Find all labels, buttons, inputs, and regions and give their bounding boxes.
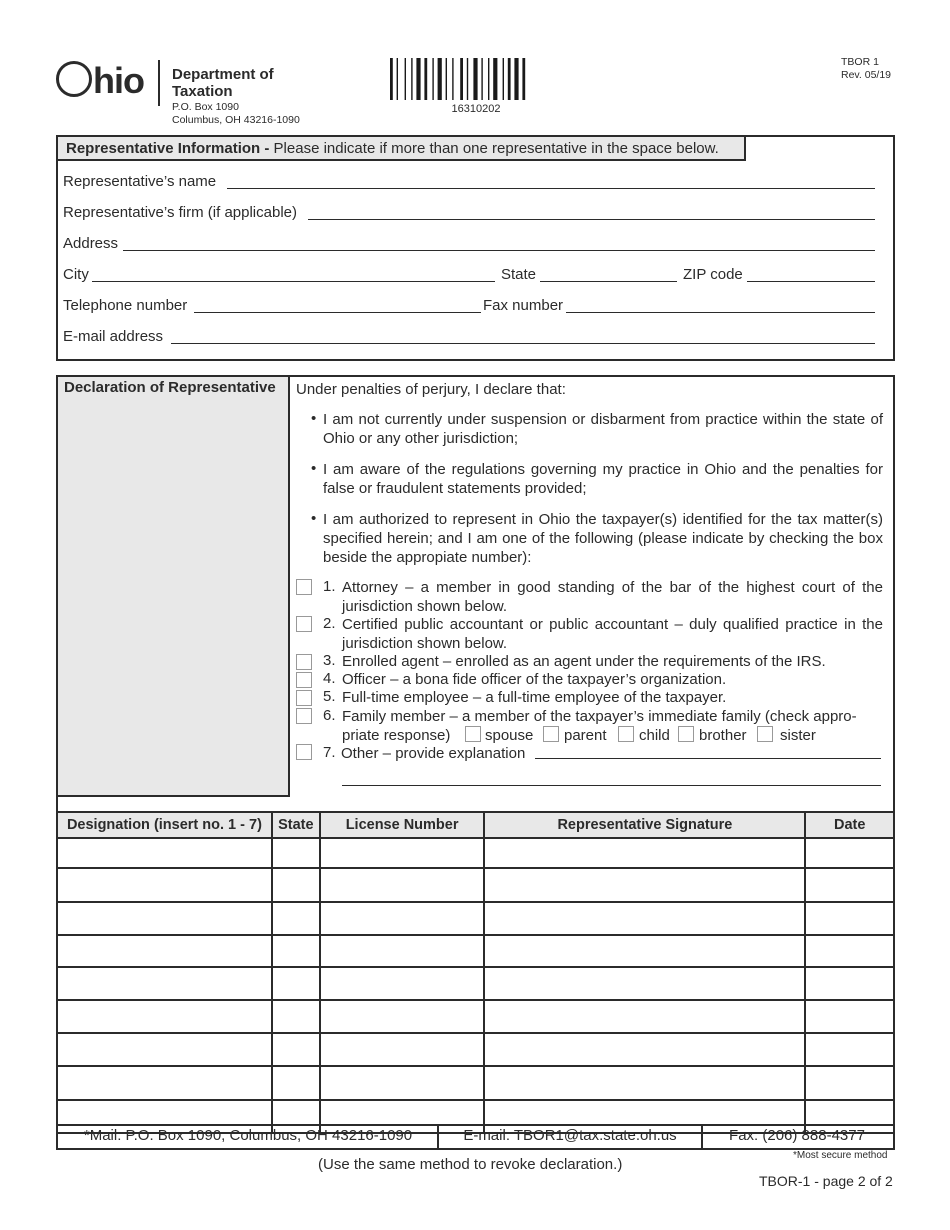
state-label: State: [501, 266, 537, 283]
other-explanation-field[interactable]: [535, 758, 881, 759]
table-cell[interactable]: [484, 1000, 805, 1033]
phone-label: Telephone number: [63, 297, 188, 314]
form-id: TBOR 1 Rev. 05/19: [841, 56, 892, 81]
option-6-text: Family member – a member of the taxpayer’s immediate family (check appro-: [342, 708, 857, 725]
option-2-text: Certified public accountant or public accountant – duly qualified practice in the jurisdiction shown below.: [342, 616, 883, 652]
email-field[interactable]: [171, 343, 875, 344]
option-4-text: Officer – a bona fide officer of the taxpayer’s organization.: [342, 671, 727, 688]
table-row: [57, 868, 894, 902]
barcode-bar: [508, 58, 511, 100]
table-row: [57, 1066, 894, 1100]
table-cell[interactable]: [320, 1066, 485, 1100]
table-cell[interactable]: [484, 902, 805, 935]
declaration-intro: Under penalties of perjury, I declare that:: [296, 381, 566, 398]
bullet-dot: •: [311, 410, 317, 427]
option-1-text: Attorney – a member in good standing of the bar of the highest court of the jurisdiction shown below.: [342, 579, 883, 615]
barcode-bar: [503, 58, 504, 100]
table-cell[interactable]: [484, 935, 805, 967]
table-cell[interactable]: [484, 868, 805, 902]
option-6-checkbox[interactable]: [296, 708, 312, 724]
table-cell[interactable]: [57, 967, 272, 1000]
table-cell[interactable]: [805, 868, 894, 902]
barcode-bar: [460, 58, 463, 100]
other-explanation-field-line-2[interactable]: [342, 785, 881, 786]
table-cell[interactable]: [805, 935, 894, 967]
table-cell[interactable]: [805, 838, 894, 868]
table-cell[interactable]: [484, 1033, 805, 1066]
spouse-label: spouse: [485, 727, 534, 744]
table-cell[interactable]: [805, 902, 894, 935]
table-cell[interactable]: [320, 1033, 485, 1066]
barcode-bar: [424, 58, 427, 100]
table-cell[interactable]: [272, 838, 320, 868]
department-address: P.O. Box 1090 Columbus, OH 43216-1090: [172, 101, 300, 126]
table-cell[interactable]: [805, 1033, 894, 1066]
table-cell[interactable]: [57, 868, 272, 902]
table-cell[interactable]: [320, 902, 485, 935]
table-cell[interactable]: [272, 967, 320, 1000]
brother-label: brother: [699, 727, 747, 744]
designation-header: Designation (insert no. 1 - 7): [57, 812, 272, 838]
option-4-number: 4.: [323, 670, 336, 687]
fax-field[interactable]: [566, 312, 875, 313]
table-cell[interactable]: [57, 1033, 272, 1066]
most-secure-note: *Most secure method: [793, 1150, 888, 1161]
parent-label: parent: [564, 727, 607, 744]
table-cell[interactable]: [805, 967, 894, 1000]
mail-method: *Mail: P.O. Box 1090, Columbus, OH 43216-1090: [83, 1127, 413, 1144]
option-3-number: 3.: [323, 652, 336, 669]
state-field[interactable]: [540, 281, 677, 282]
table-cell[interactable]: [272, 1000, 320, 1033]
barcode-bar: [467, 58, 468, 100]
zip-field[interactable]: [747, 281, 875, 282]
table-cell[interactable]: [320, 1000, 485, 1033]
option-5-text: Full-time employee – a full-time employee of the taxpayer.: [342, 689, 727, 706]
barcode-bar: [473, 58, 477, 100]
city-label: City: [63, 266, 89, 283]
option-1-checkbox[interactable]: [296, 579, 312, 595]
barcode-bar: [416, 58, 420, 100]
signature-header: Representative Signature: [484, 812, 805, 838]
barcode-bar: [438, 58, 442, 100]
fax-label: Fax number: [483, 297, 564, 314]
brother-checkbox[interactable]: [678, 726, 694, 742]
table-cell[interactable]: [57, 1000, 272, 1033]
barcode-bar: [481, 58, 482, 100]
designation-table: [56, 811, 895, 1134]
ohio-logo: hio: [56, 60, 144, 102]
barcode-bar: [432, 58, 433, 100]
barcode-bar: [390, 58, 393, 100]
revoke-note: (Use the same method to revoke declaration.): [318, 1156, 623, 1173]
barcode-bar: [411, 58, 412, 100]
declaration-bullet-3: I am authorized to represent in Ohio the taxpayer(s) identified for the tax matter(s) specified herein; and I am one of the following (please indicate by checking the box beside the appropiate number):: [323, 511, 883, 566]
declaration-bullet-2: I am aware of the regulations governing my practice in Ohio and the penalties for false or fraudulent statements provided;: [323, 461, 883, 497]
table-header-row: [57, 812, 894, 838]
child-checkbox[interactable]: [618, 726, 634, 742]
option-6-number: 6.: [323, 707, 336, 724]
table-cell[interactable]: [484, 1066, 805, 1100]
table-cell[interactable]: [320, 935, 485, 967]
page-number: TBOR-1 - page 2 of 2: [759, 1173, 893, 1189]
sister-label: sister: [780, 727, 816, 744]
state-header: State: [272, 812, 320, 838]
table-cell[interactable]: [805, 1000, 894, 1033]
option-7-checkbox[interactable]: [296, 744, 312, 760]
rep-name-field[interactable]: [227, 188, 875, 189]
option-3-checkbox[interactable]: [296, 654, 312, 670]
child-label: child: [639, 727, 670, 744]
license-number-header: License Number: [320, 812, 485, 838]
option-2-number: 2.: [323, 615, 336, 632]
table-cell[interactable]: [272, 935, 320, 967]
table-row: [57, 935, 894, 967]
address-label: Address: [63, 235, 119, 252]
table-row: [57, 1000, 894, 1033]
barcode-bar: [446, 58, 447, 100]
barcode-bar: [522, 58, 525, 100]
table-cell[interactable]: [484, 967, 805, 1000]
fax-method: Fax: (206) 888-4377: [729, 1127, 865, 1144]
zip-label: ZIP code: [683, 266, 743, 283]
date-header: Date: [805, 812, 894, 838]
barcode-icon: [390, 58, 558, 100]
declaration-side-panel: [58, 377, 290, 797]
barcode-bar: [514, 58, 518, 100]
parent-checkbox[interactable]: [543, 726, 559, 742]
barcode-bar: [405, 58, 406, 100]
table-cell[interactable]: [57, 935, 272, 967]
rep-firm-field[interactable]: [308, 219, 875, 220]
option-2-checkbox[interactable]: [296, 616, 312, 632]
bullet-dot: •: [311, 510, 317, 527]
table-row: [57, 838, 894, 868]
barcode-bar: [397, 58, 398, 100]
representative-info-title: Representative Information - Please indicate if more than one representative in the space below.: [58, 137, 746, 161]
barcode-number: 16310202: [451, 103, 501, 115]
city-field[interactable]: [92, 281, 495, 282]
table-cell[interactable]: [272, 1066, 320, 1100]
logo-divider: [158, 60, 160, 106]
rep-name-label: Representative’s name: [63, 173, 217, 190]
table-cell[interactable]: [272, 868, 320, 902]
spouse-checkbox[interactable]: [465, 726, 481, 742]
option-7-text: Other – provide explanation: [341, 745, 526, 762]
option-3-text: Enrolled agent – enrolled as an agent under the requirements of the IRS.: [342, 653, 826, 670]
family-line-2: priate response): [342, 727, 451, 744]
department-name: Department of Taxation: [172, 66, 274, 100]
table-cell[interactable]: [57, 902, 272, 935]
bullet-dot: •: [311, 460, 317, 477]
table-cell[interactable]: [272, 902, 320, 935]
representative-info-box: [56, 135, 895, 361]
table-cell[interactable]: [272, 1033, 320, 1066]
declaration-bullet-1: I am not currently under suspension or disbarment from practice within the state of Ohio or any other jurisdiction;: [323, 411, 883, 447]
declaration-title: Declaration of Representative: [64, 379, 276, 396]
option-4-checkbox[interactable]: [296, 672, 312, 688]
option-1-number: 1.: [323, 578, 336, 595]
address-field[interactable]: [123, 250, 875, 251]
table-cell[interactable]: [484, 838, 805, 868]
option-5-checkbox[interactable]: [296, 690, 312, 706]
email-label: E-mail address: [63, 328, 164, 345]
table-cell[interactable]: [320, 868, 485, 902]
table-cell[interactable]: [57, 838, 272, 868]
barcode-bar: [493, 58, 497, 100]
option-5-number: 5.: [323, 688, 336, 705]
email-method[interactable]: E-mail: TBOR1@tax.state.oh.us: [463, 1127, 677, 1144]
option-7-number: 7.: [323, 744, 336, 761]
ohio-o-circle-icon: [56, 61, 92, 97]
table-row: [57, 1033, 894, 1066]
table-row: [57, 902, 894, 935]
phone-field[interactable]: [194, 312, 481, 313]
barcode-bar: [452, 58, 453, 100]
table-cell[interactable]: [57, 1066, 272, 1100]
sister-checkbox[interactable]: [757, 726, 773, 742]
rep-firm-label: Representative’s firm (if applicable): [63, 204, 297, 221]
barcode-bar: [488, 58, 489, 100]
table-cell[interactable]: [805, 1066, 894, 1100]
table-row: [57, 967, 894, 1000]
table-cell[interactable]: [320, 838, 485, 868]
table-cell[interactable]: [320, 967, 485, 1000]
